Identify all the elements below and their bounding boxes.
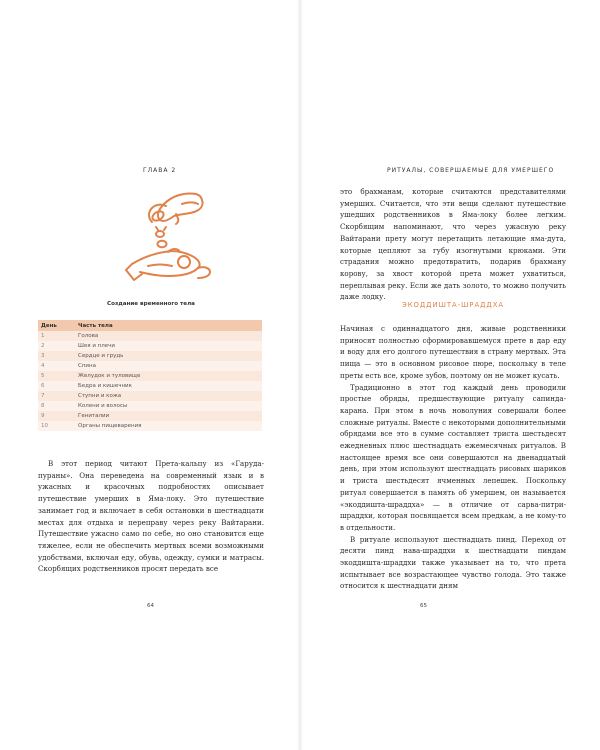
table-cell-body-part: Шея и плечи	[75, 341, 262, 351]
table-cell-body-part: Спина	[75, 361, 262, 371]
table-cell-body-part: Желудок и туловище	[75, 371, 262, 381]
table-cell-body-part: Бедра и кишечник	[75, 381, 262, 391]
figure-caption: Создание временного тела	[107, 301, 195, 307]
table-row	[38, 421, 262, 431]
hand-offering-coins-illustration	[118, 186, 228, 296]
page-number-right: 65	[420, 603, 427, 609]
body-parts-table	[38, 320, 262, 431]
paragraph: В этот период читают Прета-кальпу из «Гаруда-пураны». Она переведена на современный язык и в ужасных и красочных подробностях описывает путешествие умерших в Яма-локу. Это путешествие занимает год и включает в себя остановки в шестнадцати местах для отдыха и переправу через реку Вайтарани. Путешествие ужасно само по себе, но оно становится еще тяжелее, если не обеспечить мертвых всеми возможными удобствами, включая еду, обувь, одежду, сумки и матрасы. Скорбящих родственников просят передать все	[38, 459, 264, 574]
table-cell-day: 10	[38, 421, 75, 431]
table-row	[38, 411, 262, 421]
page-number-left: 64	[147, 603, 154, 609]
table-cell-day: 6	[38, 381, 75, 391]
paragraph: Начиная с одиннадцатого дня, живые родственники приносят полностью сформировавшемуся прете в дар еду и воду для его долгого путешествия в страну мертвых. Эта пища — это в основном рисовое пюре, поскольку в теле преты есть все, кроме зубов, поэтому он не может кусать.	[340, 324, 566, 380]
table-cell-day: 7	[38, 391, 75, 401]
table-header-day: День	[38, 320, 75, 331]
running-head-left: ГЛАВА 2	[143, 167, 177, 174]
table-cell-day: 4	[38, 361, 75, 371]
right-top-text	[340, 186, 566, 303]
table-header-row	[38, 320, 262, 331]
section-heading: ЭКОДДИШТА-ШРАДДХА	[401, 301, 505, 309]
table-cell-day: 3	[38, 351, 75, 361]
right-page	[300, 0, 600, 750]
table-cell-body-part: Гениталии	[75, 411, 262, 421]
table-cell-day: 8	[38, 401, 75, 411]
table-cell-body-part: Органы пищеварения	[75, 421, 262, 431]
right-body-text	[340, 323, 566, 592]
table-cell-body-part: Голова	[75, 331, 262, 341]
table-row	[38, 381, 262, 391]
table-cell-day: 2	[38, 341, 75, 351]
paragraph: Традиционно в этот год каждый день проводили простые обряды, предшествующие ритуалу сапинда-карана. При этом в ночь новолуния совершали более сложные ритуалы. Вместе с некоторыми дополнительными обрядами все это в сумме составляет триста шестьдесят ежедневных плюс шестнадцать ежемесячных ритуалов. В настоящее время все они совершаются на двенадцатый день, при этом используют шестнадцать рисовых шариков и триста шестьдесят ячменных лепешек. Поскольку ритуал совершается в память об умершем, он называется «экоддишта-шраддха» — в отличие от сарва-питри-шраддхи, которая посвящается всем предкам, а не кому-то в отдельности.	[340, 382, 566, 532]
table-row	[38, 361, 262, 371]
table-row	[38, 351, 262, 361]
table-row	[38, 391, 262, 401]
table-cell-body-part: Колени и волосы	[75, 401, 262, 411]
table-cell-day: 9	[38, 411, 75, 421]
table-row	[38, 331, 262, 341]
table-row	[38, 341, 262, 351]
table-cell-day: 1	[38, 331, 75, 341]
running-head-right: РИТУАЛЫ, СОВЕРШАЕМЫЕ ДЛЯ УМЕРШЕГО	[387, 167, 555, 174]
table-row	[38, 371, 262, 381]
paragraph: это брахманам, которые считаются представителями умерших. Считается, что эти вещи сделают путешествие ушедших родственников в Яма-локу более легким. Скорбящим напоминают, что через ужасную реку Вайтарани прету могут перетащить летающие яма-дута, которые цепляют за губу изогнутыми крюками. Эти страдания можно предотвратить, подарив брахману корову, за хвост которой прета может ухватиться, переплывая реку. Если же дать золото, то можно получить даже лодку.	[340, 187, 566, 302]
table-cell-body-part: Ступни и кожа	[75, 391, 262, 401]
left-body-text	[38, 458, 264, 575]
table-row	[38, 401, 262, 411]
table-header-body-part: Часть тела	[75, 320, 262, 331]
table-cell-body-part: Сердце и грудь	[75, 351, 262, 361]
table-cell-day: 5	[38, 371, 75, 381]
paragraph: В ритуале используют шестнадцать пинд. Переход от десяти пинд нава-шраддхи к шестнадцати пиндам экоддишта-шраддхи также указывает на то, что прета испытывает все возрастающее чувство голода. Это также относится к шестнадцати дням	[340, 534, 566, 591]
